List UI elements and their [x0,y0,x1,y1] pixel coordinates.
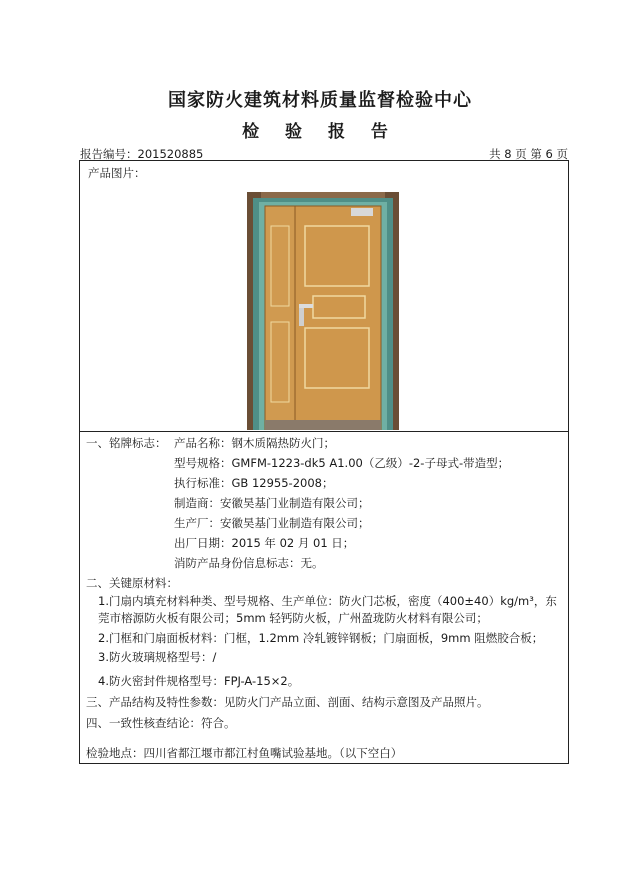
standard: 执行标准：GB 12955-2008； [174,476,334,490]
consistency-line: 四、一致性核查结论：符合。 [86,716,236,730]
page-info: 共 8 页 第 6 页 [489,147,568,161]
org-title: 国家防火建筑材料质量监督检验中心 [168,90,472,111]
nameplate-heading: 一、铭牌标志： [86,436,167,450]
photo-label: 产品图片： [88,166,146,180]
material-item-4: 4.防火密封件规格型号：FPJ-A-15×2。 [98,674,300,688]
doc-title: 检 验 报 告 [242,122,398,142]
production-date: 出厂日期：2015 年 02 月 01 日； [174,536,355,550]
inspection-location: 检验地点：四川省都江堰市都江村鱼嘴试验基地。（以下空白） [86,746,403,760]
photo-divider [80,431,568,432]
manufacturer: 制造商：安徽昊基门业制造有限公司； [174,496,370,510]
report-body [79,160,569,764]
product-name: 产品名称：钢木质隔热防火门； [174,436,335,450]
structure-line: 三、产品结构及特性参数：见防火门产品立面、剖面、结构示意图及产品照片。 [86,695,489,709]
model-spec: 型号规格：GMFM-1223-dk5 A1.00（乙级）-2-子母式-带造型； [174,456,510,470]
materials-heading: 二、关键原材料： [86,576,178,590]
material-item-2: 2.门框和门扇面板材料：门框，1.2mm 冷轧镀锌钢板；门扇面板，9mm 阻燃胶合板； [98,631,544,645]
report-number: 报告编号：201520885 [80,147,204,161]
material-item-3: 3.防火玻璃规格型号：/ [98,650,217,664]
id-mark: 消防产品身份信息标志：无。 [174,556,324,570]
factory: 生产厂：安徽昊基门业制造有限公司； [174,516,370,530]
product-photo [247,192,399,430]
material-item-1: 1.门扇内填充材料种类、型号规格、生产单位：防火门芯板，密度（400±40）kg/m³，东莞市榕源防火板有限公司；5mm 轻钙防火板，广州盈珑防火材料有限公司； [98,594,557,625]
